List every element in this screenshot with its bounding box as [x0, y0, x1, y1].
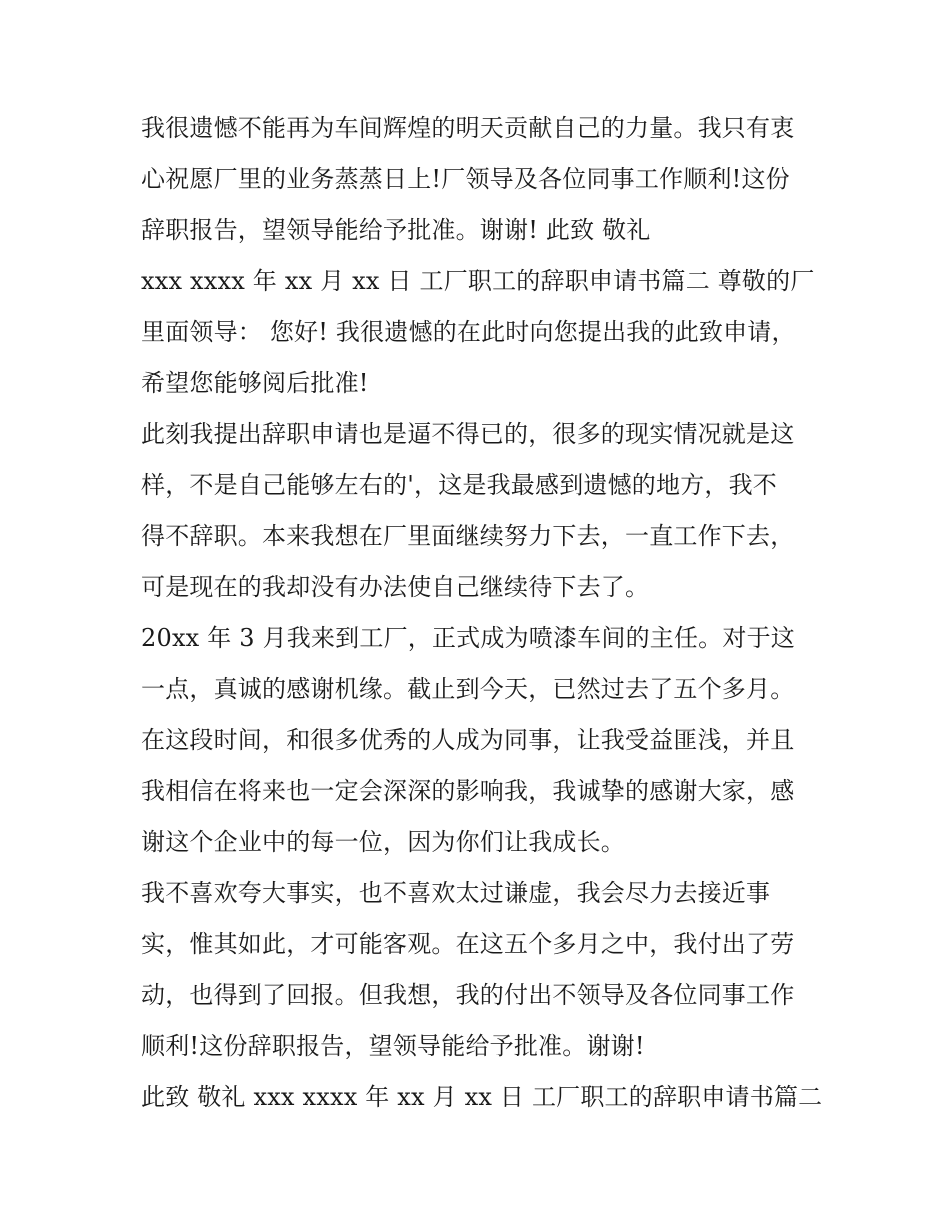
text-line: 此刻我提出辞职申请也是逼不得已的，很多的现实情况就是这	[141, 420, 795, 448]
text-line: 一点，真诚的感谢机缘。截止到今天，已然过去了五个多月。	[141, 675, 795, 703]
text-line: xxx xxxx 年 xx 月 xx 日 工厂职工的辞职申请书篇二 尊敬的厂	[141, 267, 815, 295]
text-line: 辞职报告，望领导能给予批准。谢谢! 此致 敬礼	[141, 216, 651, 244]
text-line: 顺利!这份辞职报告，望领导能给予批准。谢谢!	[141, 1032, 645, 1060]
text-line: 希望您能够阅后批准!	[141, 369, 369, 397]
text-line: 我不喜欢夸大事实，也不喜欢太过谦虚，我会尽力去接近事	[141, 879, 771, 907]
text-line: 实，惟其如此，才可能客观。在这五个多月之中，我付出了劳	[141, 930, 795, 958]
text-line: 里面领导： 您好! 我很遗憾的在此时向您提出我的此致申请，	[141, 318, 796, 346]
text-line: 动，也得到了回报。但我想，我的付出不领导及各位同事工作	[141, 981, 795, 1009]
text-line: 此致 敬礼 xxx xxxx 年 xx 月 xx 日 工厂职工的辞职申请书篇二	[141, 1083, 823, 1111]
text-line: 在这段时间，和很多优秀的人成为同事，让我受益匪浅，并且	[141, 726, 795, 754]
text-line: 谢这个企业中的每一位，因为你们让我成长。	[141, 828, 625, 856]
text-line: 我很遗憾不能再为车间辉煌的明天贡献自己的力量。我只有衷	[141, 114, 795, 142]
text-line: 可是现在的我却没有办法使自己继续待下去了。	[141, 573, 650, 601]
text-line: 20xx 年 3 月我来到工厂，正式成为喷漆车间的主任。对于这	[141, 624, 795, 652]
text-line: 心祝愿厂里的业务蒸蒸日上!厂领导及各位同事工作顺利!这份	[141, 165, 790, 193]
text-line: 得不辞职。本来我想在厂里面继续努力下去，一直工作下去，	[141, 522, 795, 550]
text-line: 我相信在将来也一定会深深的影响我，我诚挚的感谢大家，感	[141, 777, 795, 805]
text-line: 样，不是自己能够左右的'，这是我最感到遗憾的地方，我不	[141, 471, 777, 499]
